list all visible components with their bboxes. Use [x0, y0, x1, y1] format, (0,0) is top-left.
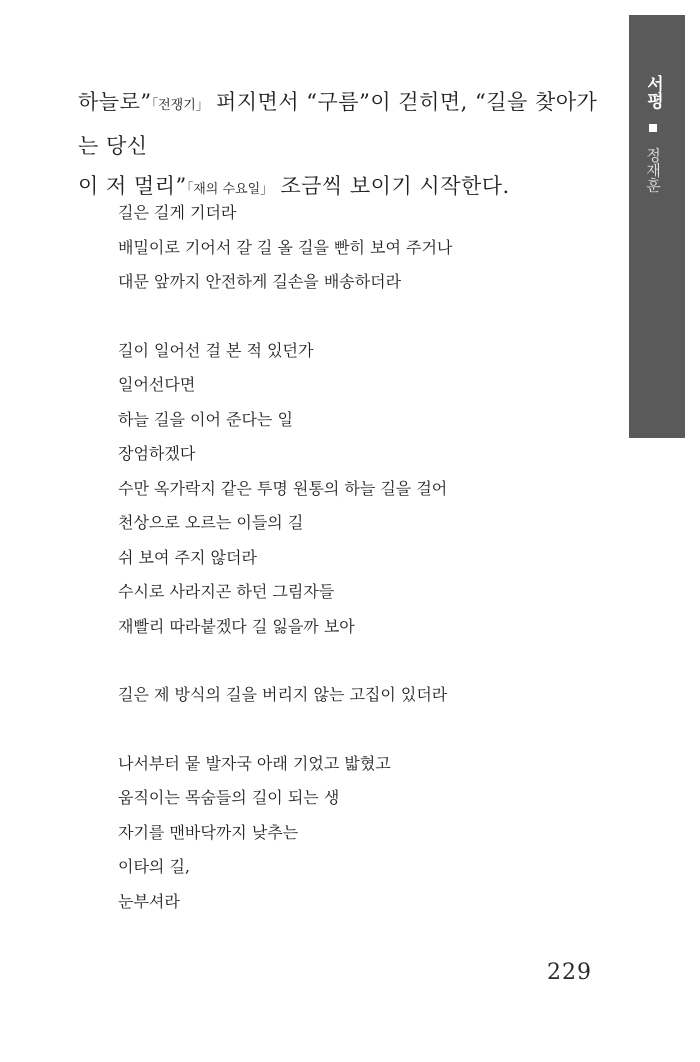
poem-line: 일어선다면: [118, 375, 196, 394]
stanza-break: [118, 644, 588, 678]
section-side-tab: [629, 15, 685, 438]
intro-line2-text-a: 이 저 멀리”: [78, 174, 187, 198]
poem-stanza-2: [118, 334, 588, 645]
poem-line: 배밀이로 기어서 갈 길 올 길을 빤히 보여 주거나: [118, 237, 453, 257]
intro-line1-text-a: 하늘로”: [78, 90, 152, 114]
poem-line: 나서부터 뭍 발자국 아래 기었고 밟혔고: [118, 753, 391, 773]
poem-line: 쉬 보여 주지 않더라: [118, 547, 257, 567]
poem-line: 길은 제 방식의 길을 버리지 않는 고집이 있더라: [118, 685, 448, 704]
poem-stanza-3: [118, 678, 588, 713]
intro-line1-text-b: 퍼지면서 “구름”이 걷히면, “길을 찾아가는 당신: [78, 90, 598, 158]
poem-line: 움직이는 목숨들의 길이 되는 생: [118, 788, 340, 807]
poem-line: 장엄하겠다: [118, 444, 196, 463]
intro-citation-2: 「재의 수요일」: [186, 182, 274, 197]
side-tab-separator: [649, 124, 657, 132]
poem-line: 길이 일어선 걸 본 적 있던가: [118, 340, 314, 360]
page-number: 229: [547, 960, 592, 985]
poem-line: 이타의 길,: [118, 857, 190, 876]
poem-line: 천상으로 오르는 이들의 길: [118, 513, 304, 532]
poem-line: 하늘 길을 이어 준다는 일: [118, 409, 293, 429]
poem-line: 자기를 맨바닥까지 낮추는: [118, 822, 299, 842]
intro-paragraph: [78, 82, 598, 210]
poem-line: 수만 옥가락지 같은 투명 원통의 하늘 길을 걸어: [118, 478, 448, 498]
side-tab-text: [641, 75, 666, 192]
poem-line: 대문 앞까지 안전하게 길손을 배송하더라: [118, 272, 402, 291]
poem-line: 길은 길게 기더라: [118, 203, 237, 222]
stanza-break: [118, 713, 588, 747]
side-tab-author: 정재훈: [644, 147, 662, 193]
poem: [118, 196, 588, 919]
poem-line: 눈부셔라: [118, 891, 180, 911]
side-tab-category: 서평: [643, 75, 663, 109]
poem-stanza-1: [118, 196, 588, 300]
poem-stanza-4: [118, 747, 588, 920]
intro-line2-text-b: 조금씩 보이기 시작한다.: [273, 174, 510, 198]
poem-line: 재빨리 따라붙겠다 길 잃을까 보아: [118, 616, 355, 636]
poem-line: 수시로 사라지곤 하던 그림자들: [118, 582, 335, 601]
stanza-break: [118, 300, 588, 334]
intro-citation-1: 「전쟁기」: [151, 98, 209, 113]
